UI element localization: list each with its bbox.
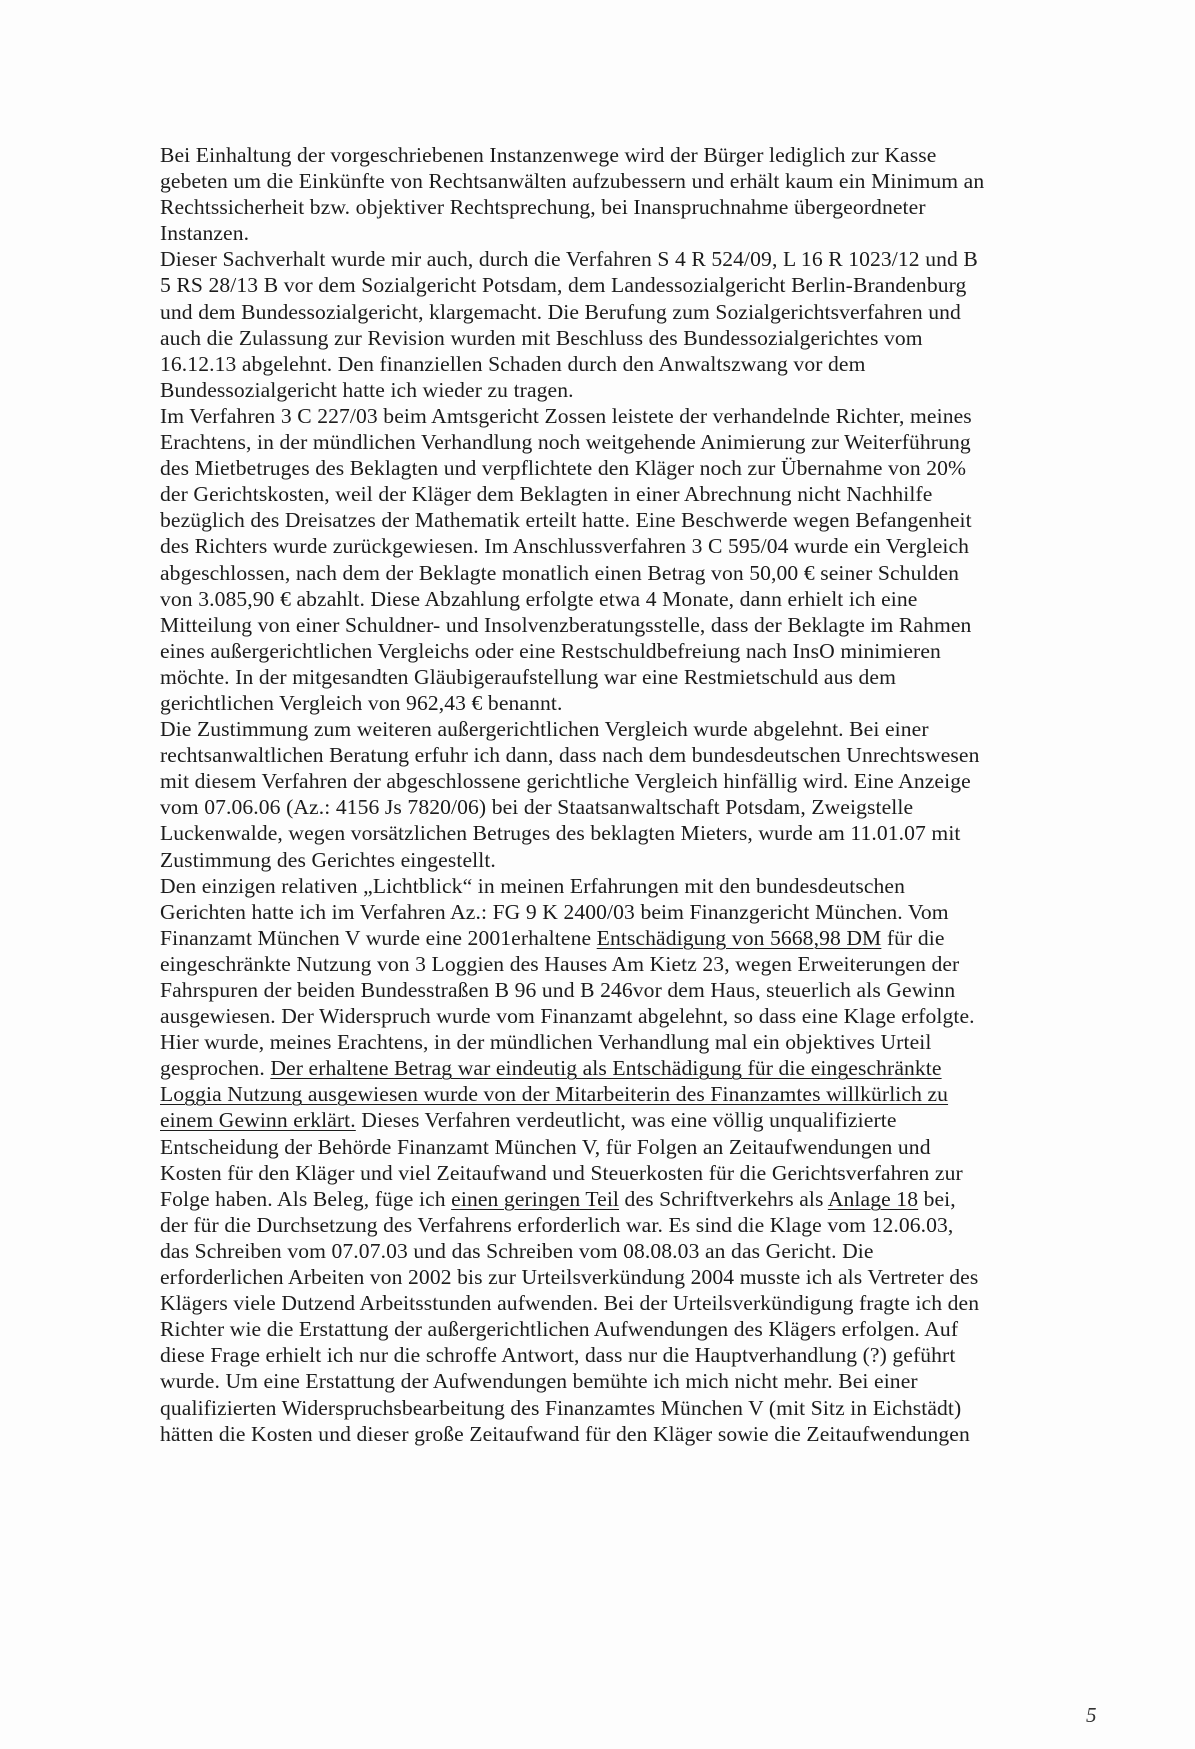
text-segment: Folge haben. Als Beleg, füge ich (160, 1186, 452, 1211)
text-line (160, 1160, 1105, 1186)
text-line (160, 873, 1105, 899)
text-segment: gerichtlichen Vergleich von 962,43 € benannt. (160, 690, 563, 715)
text-segment: der für die Durchsetzung des Verfahrens erforderlich war. Es sind die Klage vom 12.06.03, (160, 1212, 954, 1237)
underlined-text: einem Gewinn erklärt. (160, 1108, 356, 1133)
text-line (160, 194, 1105, 220)
text-segment: abgeschlossen, nach dem der Beklagte monatlich einen Betrag von 50,00 € seiner Schulden (160, 560, 960, 585)
text-segment: Bundessozialgericht hatte ich wieder zu tragen. (160, 377, 574, 402)
text-segment: des Schriftverkehrs als (619, 1186, 828, 1211)
text-segment: Richter wie die Erstattung der außergerichtlichen Aufwendungen des Klägers erfolgen. Auf (160, 1317, 959, 1342)
text-line (160, 168, 1105, 194)
text-segment: Entscheidung der Behörde Finanzamt München V, für Folgen an Zeitaufwendungen und (160, 1134, 931, 1159)
text-segment: das Schreiben vom 07.07.03 und das Schreiben vom 08.08.03 an das Gericht. Die (160, 1238, 874, 1263)
text-line (160, 977, 1105, 1003)
text-segment: Erachtens, in der mündlichen Verhandlung noch weitgehende Animierung zur Weiterführung (160, 430, 971, 455)
text-segment: 16.12.13 abgelehnt. Den finanziellen Schaden durch den Anwaltszwang vor dem (160, 351, 866, 376)
text-segment: und dem Bundessozialgericht, klargemacht. Die Berufung zum Sozialgerichtsverfahren und (160, 299, 961, 324)
text-line (160, 1264, 1105, 1290)
text-segment: der Gerichtskosten, weil der Kläger dem Beklagten in einer Abrechnung nicht Nachhilfe (160, 482, 933, 507)
text-segment: Luckenwalde, wegen vorsätzlichen Betruges des beklagten Mieters, wurde am 11.01.07 mit (160, 821, 961, 846)
underlined-text: Loggia Nutzung ausgewiesen wurde von der Mitarbeiterin des Finanzamtes willkürlich zu (160, 1082, 949, 1107)
text-segment: erforderlichen Arbeiten von 2002 bis zur Urteilsverkündung 2004 musste ich als Vertreter des (160, 1265, 979, 1290)
text-line (160, 664, 1105, 690)
text-line (160, 638, 1105, 664)
text-line (160, 142, 1105, 168)
text-segment: des Richters wurde zurückgewiesen. Im Anschlussverfahren 3 C 595/04 wurde ein Vergleich (160, 534, 970, 559)
text-line (160, 560, 1105, 586)
text-segment: Dieser Sachverhalt wurde mir auch, durch die Verfahren S 4 R 524/09, L 16 R 1023/12 und B (160, 247, 978, 272)
text-segment: Kosten für den Kläger und viel Zeitaufwand und Steuerkosten für die Gerichtsverfahren zur (160, 1160, 963, 1185)
text-segment: Instanzen. (160, 221, 250, 246)
text-segment: bei, (918, 1186, 956, 1211)
text-line (160, 246, 1105, 272)
text-segment: wurde. Um eine Erstattung der Aufwendungen bemühte ich mich nicht mehr. Bei einer (160, 1369, 918, 1394)
text-line (160, 1421, 1105, 1447)
body-text (160, 142, 1105, 1447)
text-segment: auch die Zulassung zur Revision wurden mit Beschluss des Bundessozialgerichtes vom (160, 325, 923, 350)
text-segment: rechtsanwaltlichen Beratung erfuhr ich dann, dass nach dem bundesdeutschen Unrechtswesen (160, 743, 980, 768)
text-line (160, 481, 1105, 507)
text-line (160, 1186, 1105, 1212)
text-line (160, 1134, 1105, 1160)
text-segment: diese Frage erhielt ich nur die schroffe Antwort, dass nur die Hauptverhandlung (?) geführt (160, 1343, 956, 1368)
text-segment: Fahrspuren der beiden Bundesstraßen B 96 und B 246vor dem Haus, steuerlich als Gewinn (160, 978, 956, 1002)
text-segment: gesprochen. (160, 1056, 271, 1081)
text-line (160, 1003, 1105, 1029)
text-line (160, 899, 1105, 925)
text-segment: hätten die Kosten und dieser große Zeitaufwand für den Kläger sowie die Zeitaufwendungen (160, 1421, 970, 1446)
text-segment: Rechtssicherheit bzw. objektiver Rechtsprechung, bei Inanspruchnahme übergeordneter (160, 195, 926, 220)
underlined-text: Anlage 18 (827, 1186, 919, 1211)
text-line (160, 1081, 1105, 1107)
underlined-text: Entschädigung von 5668,98 DM (596, 925, 882, 950)
text-segment: Bei Einhaltung der vorgeschriebenen Instanzenwege wird der Bürger lediglich zur Kasse (160, 143, 937, 167)
text-segment: gebeten um die Einkünfte von Rechtsanwälten aufzubessern und erhält kaum ein Minimum an (160, 169, 985, 194)
text-line (160, 1029, 1105, 1055)
text-segment: Die Zustimmung zum weiteren außergerichtlichen Vergleich wurde abgelehnt. Bei einer (160, 717, 929, 742)
text-line (160, 507, 1105, 533)
text-line (160, 925, 1105, 951)
text-line (160, 1316, 1105, 1342)
text-segment: Zustimmung des Gerichtes eingestellt. (160, 847, 496, 872)
text-segment: Finanzamt München V wurde eine 2001erhaltene (160, 925, 597, 950)
text-line (160, 533, 1105, 559)
text-line (160, 951, 1105, 977)
text-line (160, 455, 1105, 481)
text-segment: bezüglich des Dreisatzes der Mathematik erteilt hatte. Eine Beschwerde wegen Befangenheit (160, 508, 972, 533)
text-segment: eines außergerichtlichen Vergleichs oder eine Restschuldbefreiung nach InsO minimieren (160, 638, 941, 663)
text-line (160, 742, 1105, 768)
text-line (160, 847, 1105, 873)
text-line (160, 716, 1105, 742)
text-line (160, 1238, 1105, 1264)
text-line (160, 690, 1105, 716)
text-line (160, 612, 1105, 638)
text-line (160, 1368, 1105, 1394)
text-line (160, 299, 1105, 325)
text-segment: für die (881, 925, 945, 950)
text-segment: Im Verfahren 3 C 227/03 beim Amtsgericht Zossen leistete der verhandelnde Richter, meines (160, 403, 972, 428)
text-line (160, 1395, 1105, 1421)
page-number: 5 (1086, 1703, 1097, 1727)
text-segment: Klägers viele Dutzend Arbeitsstunden aufwenden. Bei der Urteilsverkündigung fragte ich den (160, 1291, 980, 1316)
text-segment: Hier wurde, meines Erachtens, in der mündlichen Verhandlung mal ein objektives Urteil (160, 1030, 932, 1055)
text-line (160, 1107, 1105, 1133)
text-segment: ausgewiesen. Der Widerspruch wurde vom Finanzamt abgelehnt, so dass eine Klage erfolgte. (160, 1004, 975, 1029)
text-segment: Mitteilung von einer Schuldner- und Insolvenzberatungsstelle, dass der Beklagte im Rahmen (160, 612, 972, 637)
text-segment: Gerichten hatte ich im Verfahren Az.: FG 9 K 2400/03 beim Finanzgericht München. Vom (160, 899, 949, 924)
text-segment: eingeschränkte Nutzung von 3 Loggien des Hauses Am Kietz 23, wegen Erweiterungen der (160, 951, 960, 976)
text-line (160, 1212, 1105, 1238)
text-line (160, 1342, 1105, 1368)
text-segment: vom 07.06.06 (Az.: 4156 Js 7820/06) bei der Staatsanwaltschaft Potsdam, Zweigstelle (160, 795, 914, 820)
text-line (160, 325, 1105, 351)
text-line (160, 351, 1105, 377)
text-line (160, 820, 1105, 846)
text-line (160, 1290, 1105, 1316)
text-line (160, 220, 1105, 246)
text-segment: 5 RS 28/13 B vor dem Sozialgericht Potsdam, dem Landessozialgericht Berlin-Brandenburg (160, 273, 967, 298)
text-line (160, 768, 1105, 794)
text-line (160, 1055, 1105, 1081)
text-segment: Den einzigen relativen „Lichtblick“ in meinen Erfahrungen mit den bundesdeutschen (160, 873, 906, 898)
text-segment: Dieses Verfahren verdeutlicht, was eine völlig unqualifizierte (355, 1108, 897, 1133)
text-line (160, 272, 1105, 298)
text-segment: möchte. In der mitgesandten Gläubigeraufstellung war eine Restmietschuld aus dem (160, 664, 896, 689)
text-line (160, 794, 1105, 820)
text-line (160, 377, 1105, 403)
text-line (160, 429, 1105, 455)
text-segment: qualifizierten Widerspruchsbearbeitung des Finanzamtes München V (mit Sitz in Eichstädt) (160, 1395, 962, 1420)
text-line (160, 586, 1105, 612)
text-segment: von 3.085,90 € abzahlt. Diese Abzahlung erfolgte etwa 4 Monate, dann erhielt ich eine (160, 586, 918, 611)
text-segment: des Mietbetruges des Beklagten und verpflichtete den Kläger noch zur Übernahme von 20% (160, 456, 967, 481)
text-segment: mit diesem Verfahren der abgeschlossene gerichtliche Vergleich hinfällig wird. Eine Anzeige (160, 769, 971, 794)
text-line (160, 403, 1105, 429)
underlined-text: einen geringen Teil (451, 1186, 620, 1211)
underlined-text: Der erhaltene Betrag war eindeutig als Entschädigung für die eingeschränkte (270, 1056, 942, 1081)
